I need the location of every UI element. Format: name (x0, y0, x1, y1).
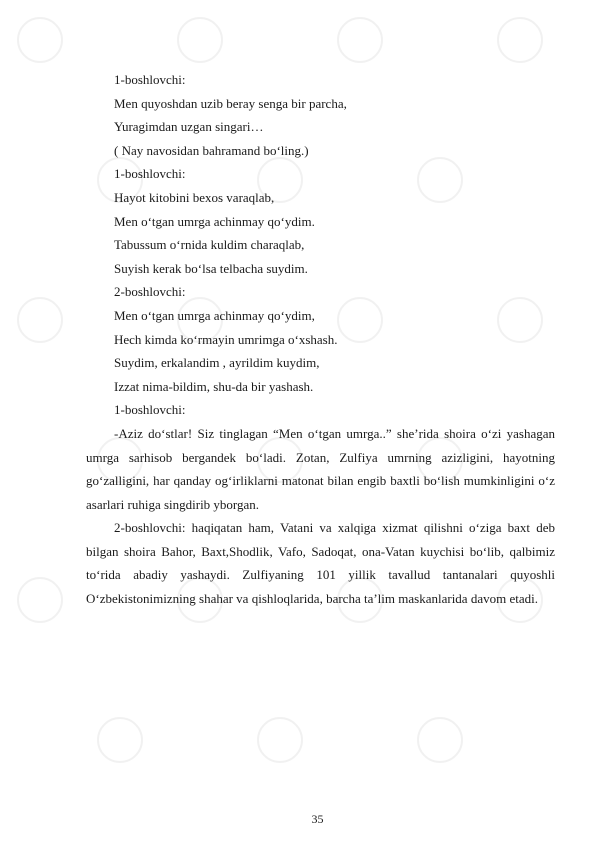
poem-line: Men o‘tgan umrga achinmay qo‘ydim, (114, 307, 315, 323)
poem-line: Men o‘tgan umrga achinmay qo‘ydim. (114, 213, 315, 229)
prose-paragraph: -Aziz do‘stlar! Siz tinglagan “Men o‘tgan umrga..” she’rida shoira o‘zi yashagan umrga sarhisob bergandek bo‘ladi. Zotan, Zulfiya umrning azizligini, hayotning go‘zalligini, har qanday og‘irliklarni matonat bilan engib baxtli bo‘lish mumkinligini o‘z asarlari ruhiga singdirib yborgan. (86, 425, 555, 512)
poem-line: Men quyoshdan uzib beray senga bir parcha, (114, 95, 347, 111)
poem-line: Yuragimdan uzgan singari… (114, 119, 264, 135)
stage-direction: ( Nay navosidan bahramand bo‘ling.) (114, 142, 309, 158)
poem-line: Izzat nima-bildim, shu-da bir yashash. (114, 378, 314, 394)
prose-paragraph: 2-boshlovchi: haqiqatan ham, Vatani va xalqiga xizmat qilishni o‘ziga baxt deb bilgan shoira Bahor, Baxt,Shodlik, Vafo, Sadoqat, ona-Vatan kuychisi bo‘lib, qalbimiz to‘rida abadiy yashaydi. Zulfiyaning 101 yillik tavallud tantanalari quyoshli O‘zbekistonimizning shahar va qishloqlarida, barcha ta’lim maskanlarida davom etadi. (86, 520, 555, 607)
poem-line: Suyish kerak bo‘lsa telbacha suydim. (114, 260, 308, 276)
document-body (86, 68, 555, 611)
poem-line: Hech kimda ko‘rmayin umrimga o‘xshash. (114, 331, 338, 347)
poem-line: Suydim, erkalandim , ayrildim kuydim, (114, 355, 320, 371)
speaker-label: 1-boshlovchi: (114, 72, 186, 87)
poem-line: Tabussum o‘rnida kuldim charaqlab, (114, 237, 305, 253)
speaker-label: 1-boshlovchi: (114, 166, 186, 182)
page-number: 35 (311, 812, 324, 826)
speaker-label: 1-boshlovchi: (114, 402, 186, 418)
poem-line: Hayot kitobini bexos varaqlab, (114, 189, 275, 205)
speaker-label: 2-boshlovchi: (114, 284, 186, 300)
